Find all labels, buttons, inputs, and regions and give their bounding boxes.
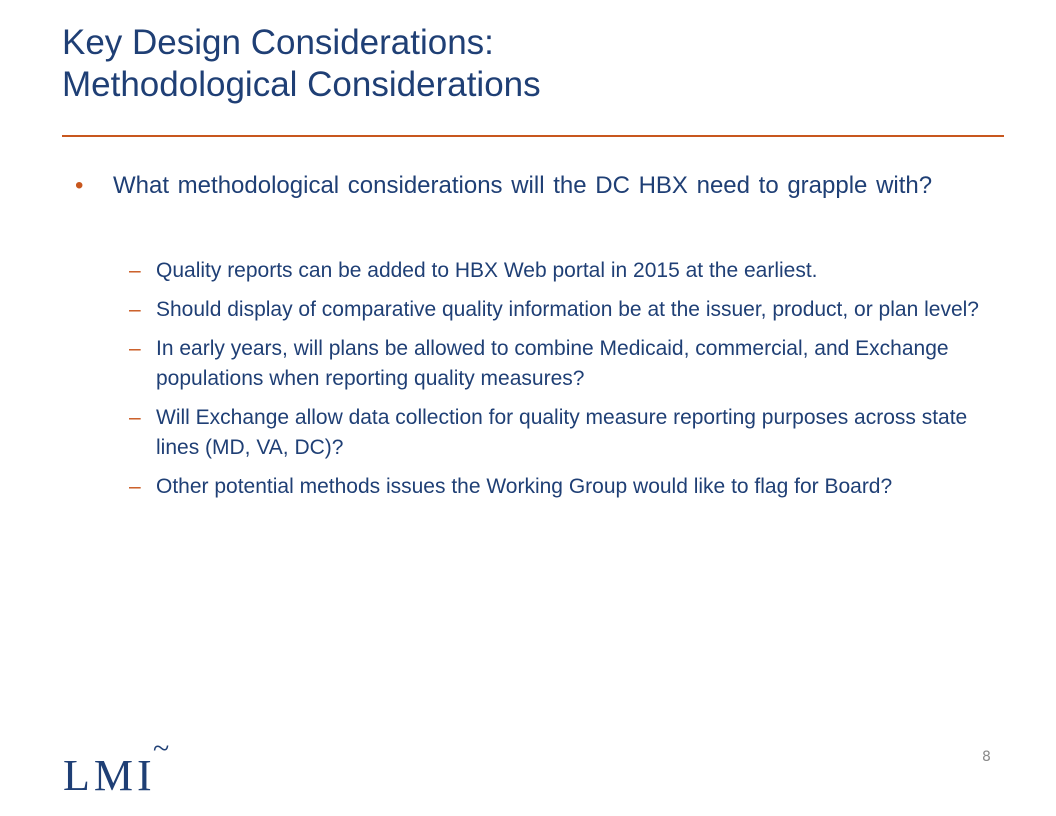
logo-tilde-mark: ~ bbox=[153, 732, 170, 765]
sub-bullet-item bbox=[129, 295, 996, 325]
dash-marker: – bbox=[129, 337, 141, 360]
sub-bullet-text: Quality reports can be added to HBX Web portal in 2015 at the earliest. bbox=[156, 259, 818, 282]
main-bullet bbox=[75, 168, 1005, 204]
sub-bullet-item bbox=[129, 472, 996, 502]
dash-marker: – bbox=[129, 475, 141, 498]
sub-bullet-text: Should display of comparative quality information be at the issuer, product, or plan level? bbox=[156, 298, 979, 321]
logo-wordmark: LMI bbox=[63, 751, 156, 800]
page-number: 8 bbox=[982, 749, 991, 765]
slide-title bbox=[62, 22, 541, 106]
sub-bullet-item bbox=[129, 334, 996, 394]
slide-title-line-2: Methodological Considerations bbox=[62, 65, 541, 104]
sub-bullet-item bbox=[129, 256, 996, 286]
sub-bullet-text: In early years, will plans be allowed to combine Medicaid, commercial, and Exchange populations when reporting quality measures? bbox=[156, 337, 949, 390]
slide-title-line-1: Key Design Considerations: bbox=[62, 23, 494, 62]
bullet-marker: • bbox=[75, 172, 84, 199]
main-bullet-text: What methodological considerations will the DC HBX need to grapple with? bbox=[113, 172, 933, 199]
title-divider bbox=[62, 135, 1004, 137]
dash-marker: – bbox=[129, 259, 141, 282]
sub-bullet-text: Other potential methods issues the Working Group would like to flag for Board? bbox=[156, 475, 893, 498]
dash-marker: – bbox=[129, 406, 141, 429]
sub-bullet-item bbox=[129, 403, 996, 463]
dash-marker: – bbox=[129, 298, 141, 321]
sub-bullet-text: Will Exchange allow data collection for quality measure reporting purposes across state lines (MD, VA, DC)? bbox=[156, 406, 968, 459]
sub-bullet-list bbox=[129, 256, 996, 511]
lmi-logo bbox=[63, 732, 173, 800]
